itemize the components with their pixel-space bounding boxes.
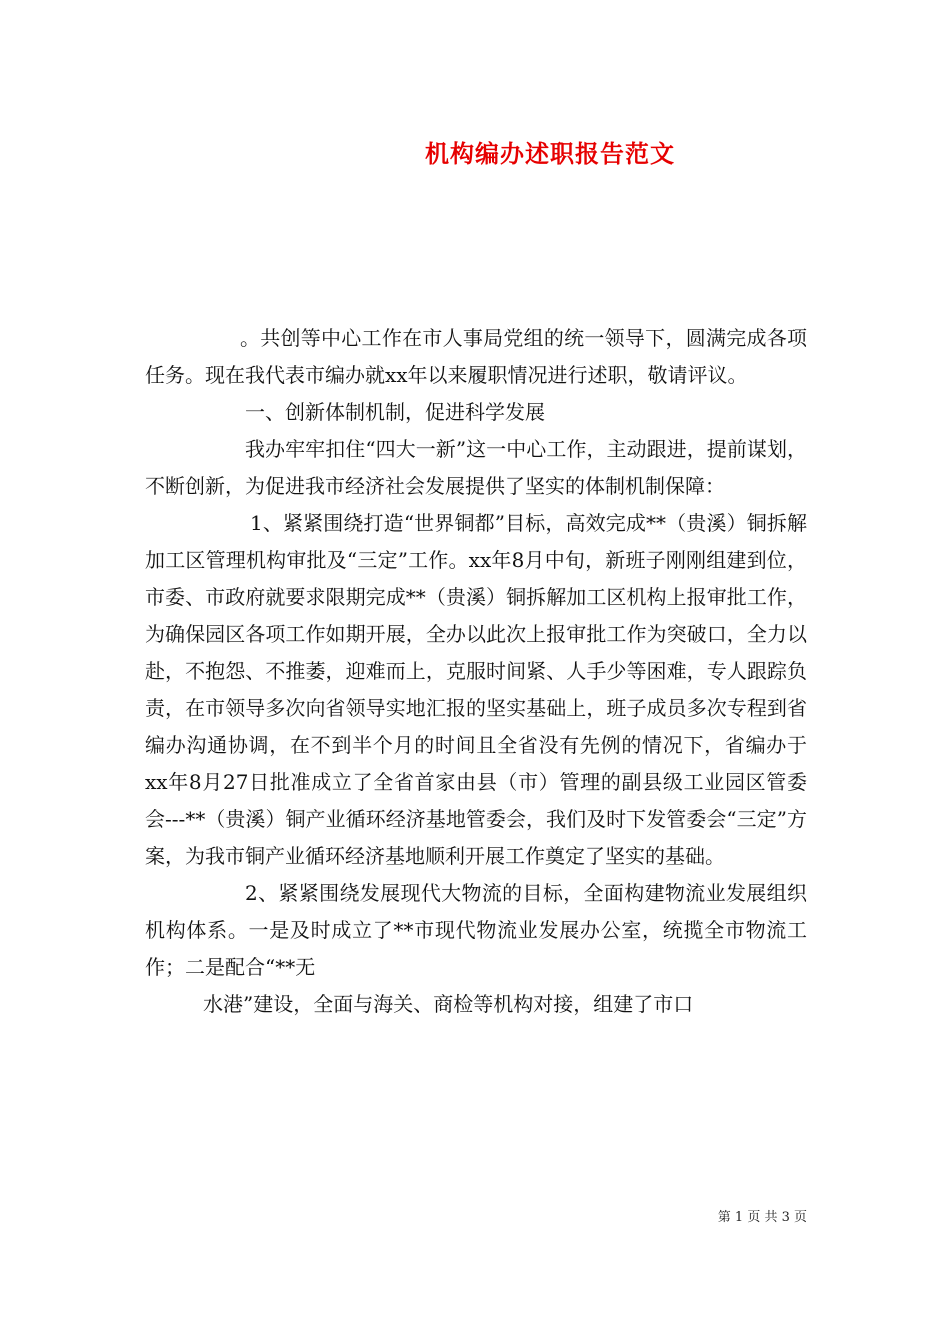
paragraph-item-2: 2、紧紧围绕发展现代大物流的目标，全面构建物流业发展组织机构体系。一是及时成立了**市现代物流业发展办公室，统揽全市物流工作；二是配合“**无 bbox=[145, 881, 807, 979]
paragraph-intro: 。共创等中心工作在市人事局党组的统一领导下，圆满完成各项任务。现在我代表市编办就xx年以来履职情况进行述职，敬请评议。 bbox=[145, 326, 807, 387]
document-body bbox=[145, 320, 807, 1023]
page-number: 第 1 页 共 3 页 bbox=[717, 1210, 807, 1225]
section-heading-1: 一、创新体制机制，促进科学发展 bbox=[245, 400, 545, 424]
paragraph-item-1: 1、紧紧围绕打造“世界铜都”目标，高效完成**（贵溪）铜拆解加工区管理机构审批及“三定”工作。xx年8月中旬，新班子刚刚组建到位，市委、市政府就要求限期完成**（贵溪）铜拆解加工区机构上报审批工作，为确保园区各项工作如期开展，全办以此次上报审批工作为突破口，全力以赴，不抱怨、不推萎，迎难而上，克服时间紧、人手少等困难，专人跟踪负责，在市领导多次向省领导实地汇报的坚实基础上，班子成员多次专程到省编办沟通协调，在不到半个月的时间且全省没有先例的情况下，省编办于xx年8月27日批准成立了全省首家由县（市）管理的副县级工业园区管委会---**（贵溪）铜产业循环经济基地管委会，我们及时下发管委会“三定”方案，为我市铜产业循环经济基地顺利开展工作奠定了坚实的基础。 bbox=[145, 511, 807, 868]
document-title: 机构编办述职报告范文 bbox=[425, 139, 675, 168]
paragraph-overview: 我办牢牢扣住“四大一新”这一中心工作，主动跟进，提前谋划，不断创新，为促进我市经济社会发展提供了坚实的体制机制保障： bbox=[145, 437, 807, 498]
paragraph-continuation: 水港”建设，全面与海关、商检等机构对接，组建了市口 bbox=[203, 992, 694, 1016]
